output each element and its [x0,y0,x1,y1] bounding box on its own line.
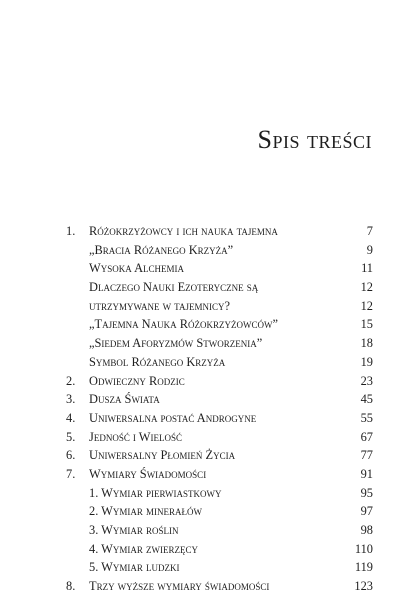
toc-entry[interactable] [0,353,416,372]
toc-entry-page-number: 18 [360,336,373,351]
toc-entry-page-number: 15 [360,317,373,332]
toc-entry[interactable] [0,390,416,409]
toc-entry-page-number: 77 [360,448,373,463]
toc-entry-title: utrzymywane w tajemnicy? [89,298,230,313]
toc-entry[interactable] [0,409,416,428]
toc-entry-title: Uniwersalna postać Androgyne [89,410,257,425]
toc-entry-page-number: 55 [360,410,373,425]
toc-entry-page-number: 12 [360,280,373,295]
toc-entry-title: Trzy wyższe wymiary świadomości [89,579,270,594]
toc-entry[interactable] [0,484,416,503]
toc-entry-page-number: 123 [354,579,373,594]
toc-entry[interactable] [0,334,416,353]
toc-entry-title: Wymiary Świadomości [89,466,207,481]
toc-entry-number: 7. [66,466,76,481]
toc-entry-page-number: 11 [361,261,373,276]
toc-entry[interactable] [0,465,416,484]
toc-entry-title: „Bracia Różanego Krzyża” [89,242,234,257]
toc-entry-title: Odwieczny Rodzic [89,373,185,388]
toc-entry-title: Dlaczego Nauki Ezoteryczne są [89,280,259,295]
toc-entry-page-number: 19 [360,354,373,369]
toc-entry-page-number: 7 [366,224,373,238]
toc-entry-title: Różokrzyżowcy i ich nauka tajemna [89,224,278,238]
toc-entry-number: 4. [66,410,76,425]
toc-entry-title: 4. Wymiar zwierzęcy [89,541,198,556]
toc-entry-page-number: 119 [354,560,373,575]
toc-entry-page-number: 91 [360,466,373,481]
toc-entry[interactable] [0,297,416,316]
toc-entry-number: 6. [66,448,76,463]
toc-entry-title: Wysoka Alchemia [89,261,185,276]
toc-entry[interactable] [0,278,416,297]
toc-entry-number: 5. [66,429,76,444]
toc-entry-number: 1. [66,224,76,238]
toc-entry-title: 3. Wymiar roślin [89,523,179,537]
toc-entry[interactable] [0,372,416,391]
toc-entry-page-number: 9 [366,242,373,257]
table-of-contents [0,222,416,596]
toc-entry-title: Symbol Różanego Krzyża [89,354,226,369]
toc-entry[interactable] [0,222,416,241]
toc-entry-page-number: 97 [360,504,373,519]
toc-entry[interactable] [0,241,416,260]
toc-entry[interactable] [0,521,416,540]
toc-entry-title: 5. Wymiar ludzki [89,560,180,575]
toc-entry-title: „Siedem Aforyzmów Stworzenia” [89,336,263,351]
toc-entry-title: Jedność i Wielość [89,429,182,444]
toc-entry-title: Uniwersalny Płomień Życia [89,448,236,463]
toc-entry-title: 1. Wymiar pierwiastkowy [89,485,222,500]
toc-entry-title: 2. Wymiar minerałów [89,504,202,519]
toc-entry-page-number: 110 [354,541,373,556]
toc-entry-number: 8. [66,579,76,594]
toc-entry-page-number: 12 [360,298,373,313]
toc-entry[interactable] [0,558,416,577]
toc-entry-page-number: 45 [360,392,373,407]
toc-entry[interactable] [0,502,416,521]
toc-entry[interactable] [0,540,416,559]
toc-entry[interactable] [0,577,416,596]
toc-entry[interactable] [0,446,416,465]
toc-entry-title: „Tajemna Nauka Różokrzyżowców” [89,317,278,332]
toc-entry-page-number: 98 [360,523,373,537]
toc-entry-page-number: 95 [360,485,373,500]
toc-entry-number: 3. [66,392,76,407]
page-title: Spis treści [257,125,372,154]
toc-entry-title: Dusza Świata [89,392,160,407]
toc-entry[interactable] [0,428,416,447]
toc-entry-page-number: 67 [360,429,373,444]
toc-entry-page-number: 23 [360,373,373,388]
toc-entry[interactable] [0,259,416,278]
toc-entry[interactable] [0,315,416,334]
toc-entry-number: 2. [66,373,76,388]
